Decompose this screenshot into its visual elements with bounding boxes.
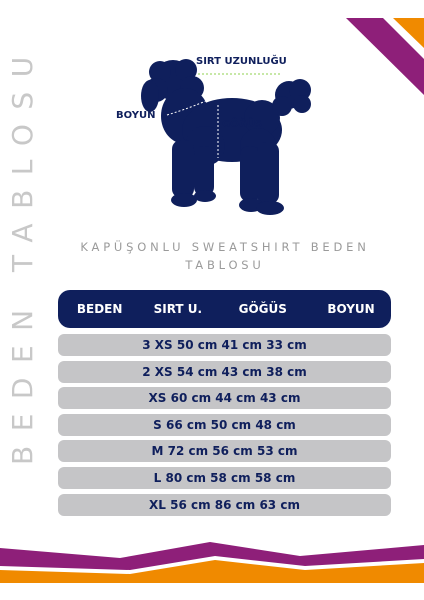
header-chest: GÖĞÜS xyxy=(238,302,287,316)
header-size: BEDEN xyxy=(76,302,123,316)
size-table-header xyxy=(58,290,391,328)
subtitle: KAPÜŞONLU SWEATSHIRT BEDEN TABLOSU xyxy=(80,240,370,272)
table-row: XL 56 cm 86 cm 63 cm xyxy=(58,494,391,516)
header-neck: BOYUN xyxy=(327,302,375,316)
table-row: XS 60 cm 44 cm 43 cm xyxy=(58,387,391,409)
table-row: L 80 cm 58 cm 58 cm xyxy=(58,467,391,489)
table-row: 2 XS 54 cm 43 cm 38 cm xyxy=(58,361,391,383)
table-row: S 66 cm 50 cm 48 cm xyxy=(58,414,391,436)
neck-label: BOYUN xyxy=(116,110,156,121)
chest-label: GÖĞÜS xyxy=(222,119,263,130)
size-table-body xyxy=(58,334,391,520)
back-length-label: SIRT UZUNLUĞU xyxy=(196,56,287,67)
table-row: M 72 cm 56 cm 53 cm xyxy=(58,440,391,462)
header-back-length: SIRT U. xyxy=(153,302,203,316)
table-row: 3 XS 50 cm 41 cm 33 cm xyxy=(58,334,391,356)
vertical-page-title: BEDEN TABLOSU xyxy=(6,42,39,465)
